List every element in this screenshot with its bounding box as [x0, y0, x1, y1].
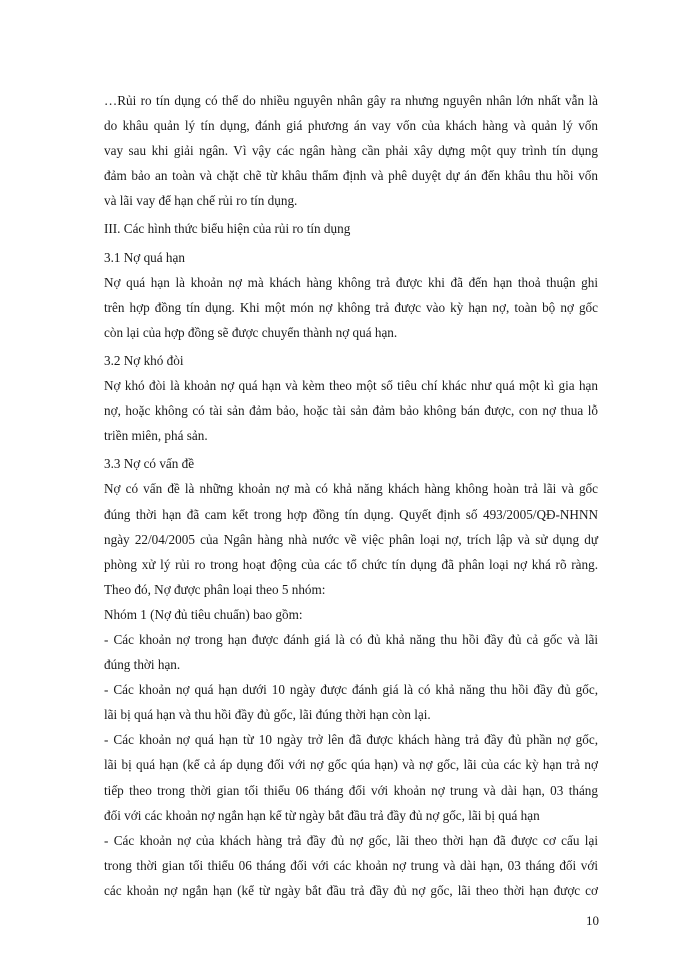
text-line: phòng xử lý rủi ro trong hoạt động của các tổ chức tín dụng đã phân loại nợ khá rõ ràng. — [104, 556, 598, 572]
text-line: …Rủi ro tín dụng có thể do nhiều nguyên nhân gây ra nhưng nguyên nhân lớn nhất vẫn là — [104, 93, 598, 108]
text-line: lãi bị quá hạn (kể cả áp dụng đối với nợ gốc qúa hạn) và nợ gốc, lãi của các kỳ hạn trả nợ — [104, 757, 598, 773]
text-line: đối với các khoản nợ ngắn hạn kể từ ngày bắt đầu trả đầy đủ nợ gốc, lãi bị quá hạn — [104, 807, 540, 823]
text-line: - Các khoản nợ quá hạn từ 10 ngày trở lên đã được khách hàng trả đầy đủ phần nợ gốc, — [104, 732, 598, 748]
text-line: - Các khoản nợ quá hạn dưới 10 ngày được đánh giá là có khả năng thu hồi đầy đủ gốc, — [104, 682, 598, 698]
page-number: 10 — [586, 913, 599, 928]
text-line: - Các khoản nợ trong hạn được đánh giá là có đủ khả năng thu hồi đầy đủ cả gốc và lãi — [104, 631, 598, 647]
text-line: đúng thời hạn. — [104, 657, 181, 673]
bullet-item — [104, 727, 598, 827]
text-line: nợ, hoặc không có tài sản đảm bảo, hoặc tài sản đảm bảo không bán được, con nợ thua lỗ — [104, 403, 598, 419]
bad-debt-paragraph — [104, 373, 598, 448]
problem-debt-paragraph — [104, 476, 598, 627]
text-line: đúng thời hạn đã cam kết trong hợp đồng tín dụng. Quyết định số 493/2005/QĐ-NHNN — [104, 506, 598, 522]
text-line: các khoản nợ ngắn hạn (kể từ ngày bắt đầu trả đầy đủ nợ gốc, lãi theo thời hạn được cơ — [104, 882, 598, 898]
text-line: do khâu quản lý tín dụng, đánh giá phương án vay vốn của khách hàng và quản lý vốn — [104, 118, 598, 134]
bullet-item — [104, 677, 598, 727]
text-line: - Các khoản nợ của khách hàng trả đầy đủ nợ gốc, lãi theo thời hạn đã được cơ cấu lại — [104, 832, 598, 848]
text-line: vay sau khi giải ngân. Vì vậy các ngân hàng cần phải xây dựng một quy trình tín dụng — [104, 143, 598, 159]
text-line: Nợ quá hạn là khoản nợ mà khách hàng không trả được khi đã đến hạn thoả thuận ghi — [104, 274, 598, 290]
text-line: đảm bảo an toàn và chặt chẽ từ khâu thẩm định và phê duyệt dự án đến khâu thu hồi vốn — [104, 168, 598, 184]
section-heading-iii: III. Các hình thức biểu hiện của rủi ro tín dụng — [104, 221, 351, 237]
document-page — [104, 88, 598, 903]
text-line: tiếp theo trong thời gian tối thiểu 06 tháng đối với khoản nợ trung và dài hạn, 03 tháng — [104, 782, 598, 798]
text-line: Nhóm 1 (Nợ đủ tiêu chuẩn) bao gồm: — [104, 606, 303, 622]
bullet-item — [104, 627, 598, 677]
subsection-heading-3-3: 3.3 Nợ có vấn đề — [104, 456, 195, 472]
text-line: ngày 22/04/2005 của Ngân hàng nhà nước về việc phân loại nợ, trích lập và sử dụng dự — [104, 531, 598, 547]
text-line: Nợ khó đòi là khoản nợ quá hạn và kèm theo một số tiêu chí khác như quá một kì gia hạn — [104, 378, 598, 394]
text-line: Theo đó, Nợ được phân loại theo 5 nhóm: — [104, 581, 326, 597]
subsection-heading-3-1: 3.1 Nợ quá hạn — [104, 249, 185, 265]
text-line: và lãi vay để hạn chế rủi ro tín dụng. — [104, 193, 298, 209]
subsection-heading-3-2: 3.2 Nợ khó đòi — [104, 352, 184, 368]
text-line: còn lại của hợp đồng sẽ được chuyển thành nợ quá hạn. — [104, 324, 398, 340]
text-line: trên hợp đồng tín dụng. Khi một món nợ không trả được vào kỳ hạn nợ, toàn bộ nợ gốc — [104, 299, 598, 315]
text-line: trong thời gian tối thiểu 06 tháng đối với các khoản nợ trung và dài hạn, 03 tháng đối với — [104, 857, 598, 873]
overdue-debt-paragraph — [104, 270, 598, 345]
text-line: lãi bị quá hạn và thu hồi đầy đủ gốc, lãi đúng thời hạn còn lại. — [104, 707, 431, 723]
bullet-item — [104, 828, 598, 903]
intro-paragraph — [104, 88, 598, 213]
text-line: triền miên, phá sản. — [104, 428, 208, 444]
text-line: Nợ có vấn đề là những khoản nợ mà có khả năng khách hàng không hoàn trả lãi và gốc — [104, 481, 598, 497]
